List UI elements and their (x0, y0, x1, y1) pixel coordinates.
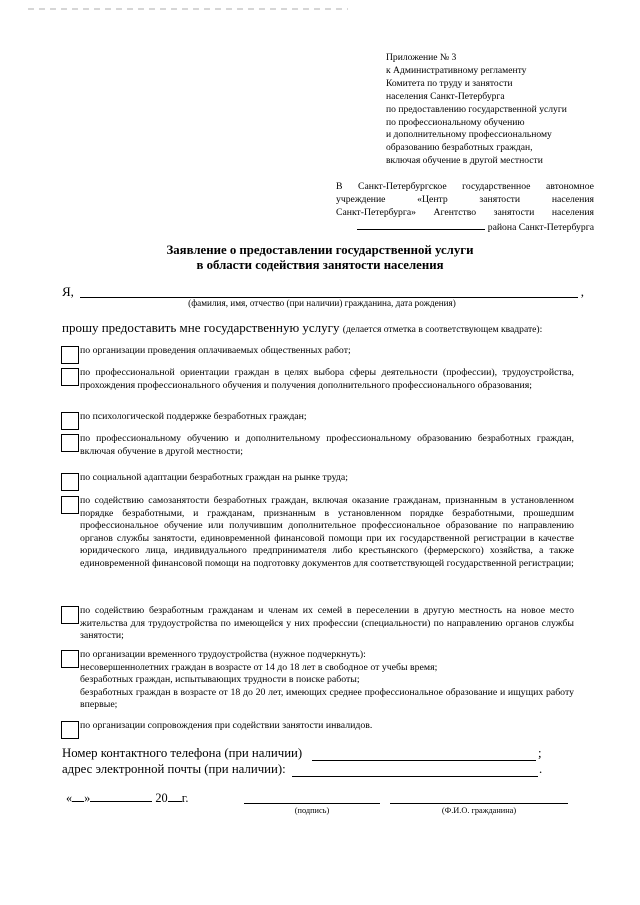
full-name-caption: (Ф.И.О. гражданина) (441, 806, 517, 815)
request-note: (делается отметка в соответствующем квадрате): (342, 324, 543, 335)
option-checkbox[interactable] (61, 496, 79, 514)
option-label: по содействию самозанятости безработных граждан, включая оказание гражданам, признанным в установленном порядке безработными, и гражданам, признанным в установленном порядке безработными, прошедшим профессиональное обучение или получившим дополнительное профессиональное образование по направлению органов службы занятости, единовременной финансовой помощи при их государственной регистрации в качестве юридического лица, индивидуального предпринимателя либо крестьянского (фермерского) хозяйства, а также единовременной финансовой помощи на подготовку документов для соответствующей государственной регистрации; (80, 495, 574, 569)
day-input[interactable] (72, 791, 84, 802)
option-sub-item[interactable]: несовершеннолетних граждан в возрасте от 14 до 18 лет в свободное от учебы время; (80, 661, 438, 673)
month-input[interactable] (90, 791, 152, 802)
addressee-line: района Санкт-Петербурга (487, 221, 594, 233)
option-psychological-support (61, 410, 574, 428)
option-label: по профессиональной ориентации граждан в целях выбора сферы деятельности (профессии), трудоустройства, прохождения профессионального обучения и получения дополнительного профессионального образования; (80, 367, 574, 391)
appendix-line: образованию безработных граждан, (386, 142, 533, 154)
addressee-line: Санкт-Петербурга» Агентство занятости населения (336, 206, 594, 218)
email-label: адрес электронной почты (при наличии): (62, 762, 286, 776)
appendix-line: включая обучение в другой местности (386, 155, 543, 167)
option-checkbox[interactable] (61, 650, 79, 668)
option-vocational-training (61, 432, 574, 460)
year-suffix: г. (181, 791, 189, 805)
district-blank[interactable] (357, 220, 485, 230)
year-input[interactable] (168, 791, 182, 802)
option-temporary-employment (61, 648, 574, 716)
title-line: в области содействия занятости населения (196, 258, 444, 272)
option-checkbox[interactable] (61, 473, 79, 491)
option-label-group (80, 649, 574, 712)
year-prefix: 20 (155, 791, 168, 805)
email-terminator: . (539, 762, 543, 776)
addressee-block (336, 181, 594, 235)
option-relocation (61, 604, 574, 644)
option-label: по организации проведения оплачиваемых общественных работ; (80, 345, 351, 356)
request-main: прошу предоставить мне государственную услугу (62, 320, 340, 335)
document-title (100, 243, 540, 273)
option-label: по организации сопровождения при содействии занятости инвалидов. (80, 720, 373, 731)
phone-terminator: ; (538, 746, 542, 760)
option-self-employment (61, 494, 574, 600)
option-checkbox[interactable] (61, 434, 79, 452)
appendix-line: населения Санкт-Петербурга (386, 90, 505, 102)
option-checkbox[interactable] (61, 346, 79, 364)
appendix-line: Приложение № 3 (386, 52, 457, 63)
option-sub-item[interactable]: безработных граждан, испытывающих трудности в поиске работы; (80, 674, 360, 686)
applicant-hint: (фамилия, имя, отчество (при наличии) гражданина, дата рождения) (188, 298, 456, 308)
option-checkbox[interactable] (61, 412, 79, 430)
option-checkbox[interactable] (61, 721, 79, 739)
option-checkbox[interactable] (61, 368, 79, 386)
option-social-adaptation (61, 471, 574, 489)
option-label: по содействию безработным гражданам и членам их семей в переселении в другую местность на новое место жительства для трудоустройства по имеющейся у них профессии (специальности) по направлению органов службы занятости; (80, 605, 574, 642)
option-label: по профессиональному обучению и дополнительному профессиональному образованию безработных граждан, включая обучение в другой местности; (80, 433, 574, 457)
addressee-line: В Санкт-Петербургское государственное автономное (336, 181, 594, 192)
full-name-input[interactable] (390, 803, 568, 804)
date-field (66, 791, 188, 806)
date-close-quote: » (84, 791, 91, 805)
scan-artifact (28, 8, 348, 10)
addressee-district-line (336, 220, 594, 235)
title-line: Заявление о предоставлении государственной услуги (166, 243, 474, 257)
option-label: по социальной адаптации безработных граждан на рынке труда; (80, 472, 348, 483)
option-paid-public-works (61, 344, 574, 364)
request-line (62, 320, 542, 336)
appendix-line: и дополнительному профессиональному (386, 129, 552, 141)
appendix-header (386, 52, 606, 168)
applicant-prefix: Я, (62, 284, 74, 299)
phone-label: Номер контактного телефона (при наличии) (62, 746, 303, 760)
option-label: по организации временного трудоустройства (нужное подчеркнуть): (80, 649, 366, 660)
appendix-line: к Административному регламенту (386, 64, 527, 76)
applicant-suffix: , (580, 284, 584, 299)
option-disabled-support (61, 719, 574, 739)
option-label: по психологической поддержке безработных граждан; (80, 411, 307, 422)
option-career-guidance (61, 366, 574, 406)
addressee-line: учреждение «Центр занятости населения (336, 193, 594, 205)
signature-caption: (подпись) (294, 806, 330, 815)
appendix-line: Комитета по труду и занятости (386, 77, 513, 89)
signature-input[interactable] (244, 803, 380, 804)
email-input[interactable] (292, 776, 538, 777)
phone-input[interactable] (312, 760, 536, 761)
appendix-line: по профессиональному обучению (386, 116, 525, 128)
option-sub-item[interactable]: безработных граждан в возрасте от 18 до 20 лет, имеющих среднее профессиональное образование и ищущих работу впервые; (80, 686, 574, 711)
date-open-quote: « (66, 791, 73, 805)
option-checkbox[interactable] (61, 606, 79, 624)
appendix-line: по предоставлению государственной услуги (386, 103, 567, 115)
